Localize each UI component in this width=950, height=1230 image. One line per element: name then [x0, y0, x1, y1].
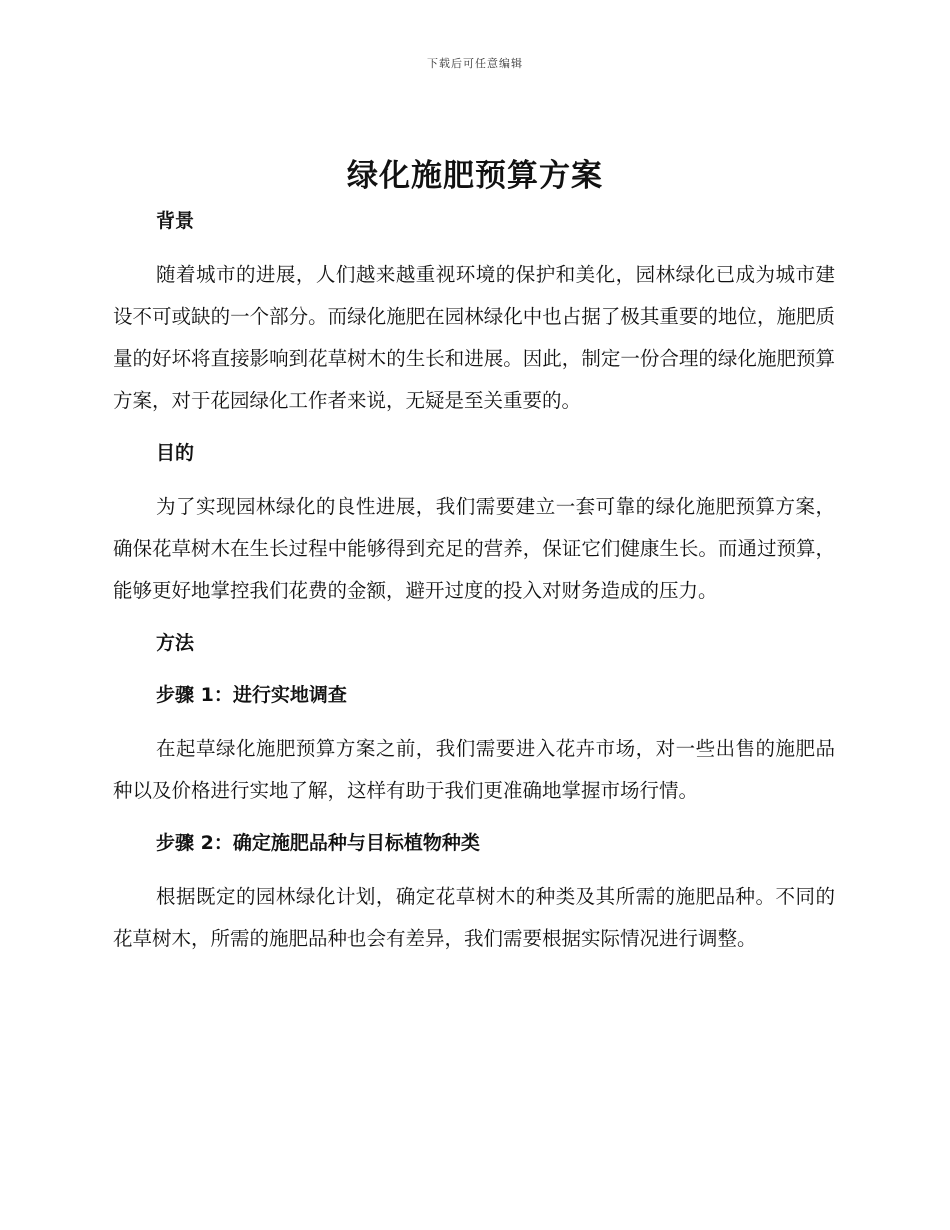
section-heading-method: 方法	[156, 632, 195, 654]
step-heading-1: 步骤 1：进行实地调查	[156, 684, 347, 706]
paragraph-step-1: 在起草绿化施肥预算方案之前，我们需要进入花卉市场，对一些出售的施肥品种以及价格进行实地了解，这样有助于我们更准确地掌握市场行情。	[113, 737, 835, 802]
document-title: 绿化施肥预算方案	[347, 158, 603, 194]
paragraph-background: 随着城市的进展，人们越来越重视环境的保护和美化，园林绿化已成为城市建设不可或缺的一个部分。而绿化施肥在园林绿化中也占据了极其重要的地位，施肥质量的好坏将直接影响到花草树木的生长和进展。因此，制定一份合理的绿化施肥预算方案，对于花园绿化工作者来说，无疑是至关重要的。	[113, 263, 835, 412]
section-heading-background: 背景	[156, 210, 195, 232]
page-header-note: 下载后可任意编辑	[427, 57, 523, 70]
document-body	[113, 200, 835, 960]
paragraph-purpose: 为了实现园林绿化的良性进展，我们需要建立一套可靠的绿化施肥预算方案，确保花草树木在生长过程中能够得到充足的营养，保证它们健康生长。而通过预算，能够更好地掌控我们花费的金额，避开过度的投入对财务造成的压力。	[113, 495, 835, 602]
step-heading-2: 步骤 2：确定施肥品种与目标植物种类	[156, 832, 480, 854]
section-heading-purpose: 目的	[156, 442, 195, 464]
paragraph-step-2: 根据既定的园林绿化计划，确定花草树木的种类及其所需的施肥品种。不同的花草树木，所需的施肥品种也会有差异，我们需要根据实际情况进行调整。	[113, 885, 835, 950]
